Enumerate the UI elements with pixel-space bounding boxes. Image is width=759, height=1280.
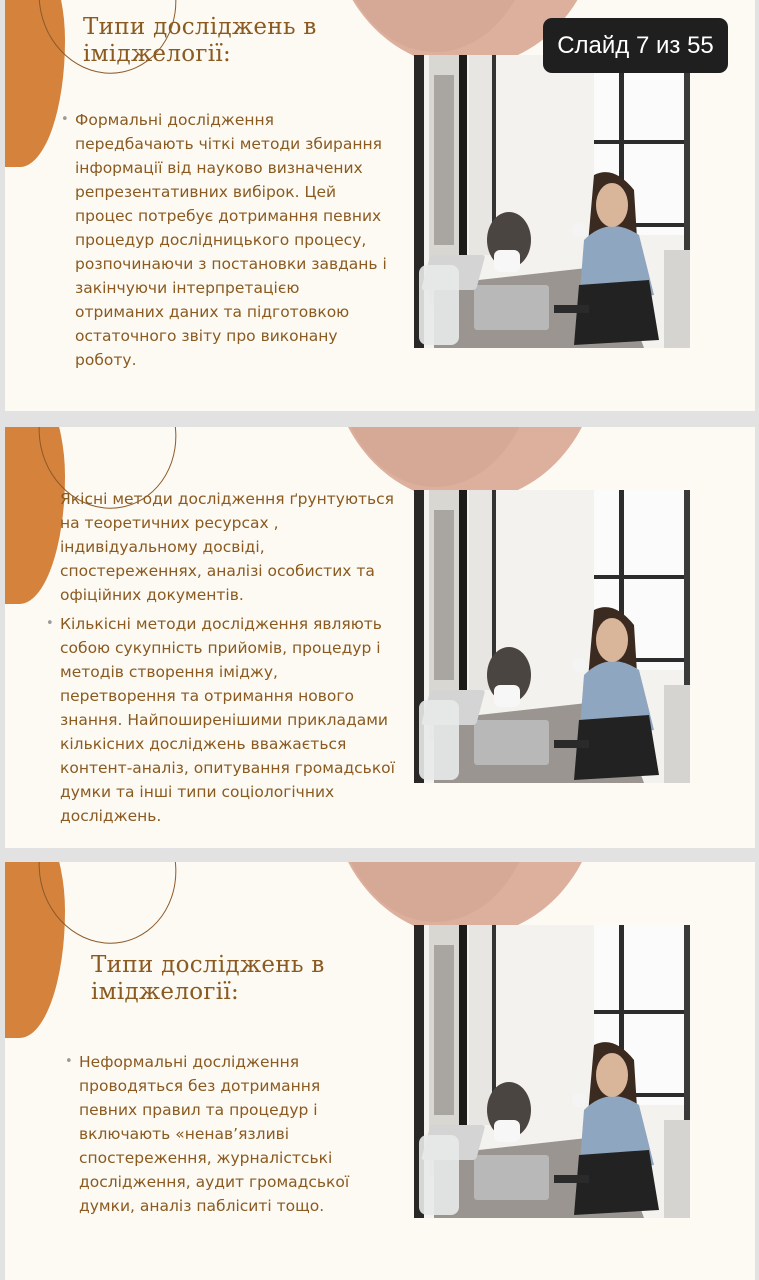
list-item — [65, 1050, 379, 1218]
woman-at-laptop-photo — [414, 55, 690, 348]
bullet-text: Неформальні дослідження проводяться без дотримання певних правил та процедур і включають «ненав’язливі спостереження, журналістські дослідження, аудит громадської думки, аналіз пабліситі тощо. — [79, 1053, 350, 1215]
bullet-dot-icon: • — [65, 1054, 73, 1069]
woman-at-laptop-photo — [414, 490, 690, 783]
bullet-dot-icon: • — [61, 112, 69, 127]
woman-at-laptop-photo — [414, 925, 690, 1218]
slide-bullet-list — [46, 612, 395, 828]
slide-3[interactable] — [5, 862, 755, 1280]
list-item — [61, 108, 387, 372]
bullet-text: Формальні дослідження передбачають чіткі методи збирання інформації від науково визначених репрезентативних вибірок. Цей процес потребує дотримання певних процедур дослідницького процесу, розпочинаючи з постановки завдань і закінчуючи інтерпретацією отриманих даних та підготовкою остаточного звіту про виконану роботу. — [75, 111, 387, 369]
slide-bullet-list — [65, 1050, 379, 1218]
list-item — [46, 612, 395, 828]
slide-title-line-2: іміджелогії: — [83, 41, 232, 67]
slide-title — [91, 952, 325, 1006]
slide-paragraph: Якісні методи дослідження ґрунтуються на теоретичних ресурсах , індивідуальному досвіді, спостереженнях, аналізі особистих та офіційних документів. — [60, 490, 395, 604]
slide-title-line-1: Типи досліджень в — [91, 952, 325, 978]
slide-bullet-list — [61, 108, 387, 372]
bullet-text: Кількісні методи дослідження являють собою сукупність прийомів, процедур і методів створення іміджу, перетворення та отримання нового знання. Найпоширенішими прикладами кількісних досліджень вважається контент-аналіз, опитування громадської думки та інші типи соціологічних досліджень. — [60, 615, 395, 825]
slide-counter-badge: Слайд 7 из 55 — [543, 18, 728, 73]
slide-2[interactable] — [5, 427, 755, 848]
slide-title-line-2: іміджелогії: — [91, 979, 240, 1005]
slide-title-line-1: Типи досліджень в — [83, 14, 317, 40]
bullet-dot-icon: • — [46, 616, 54, 631]
slide-title — [83, 14, 317, 68]
